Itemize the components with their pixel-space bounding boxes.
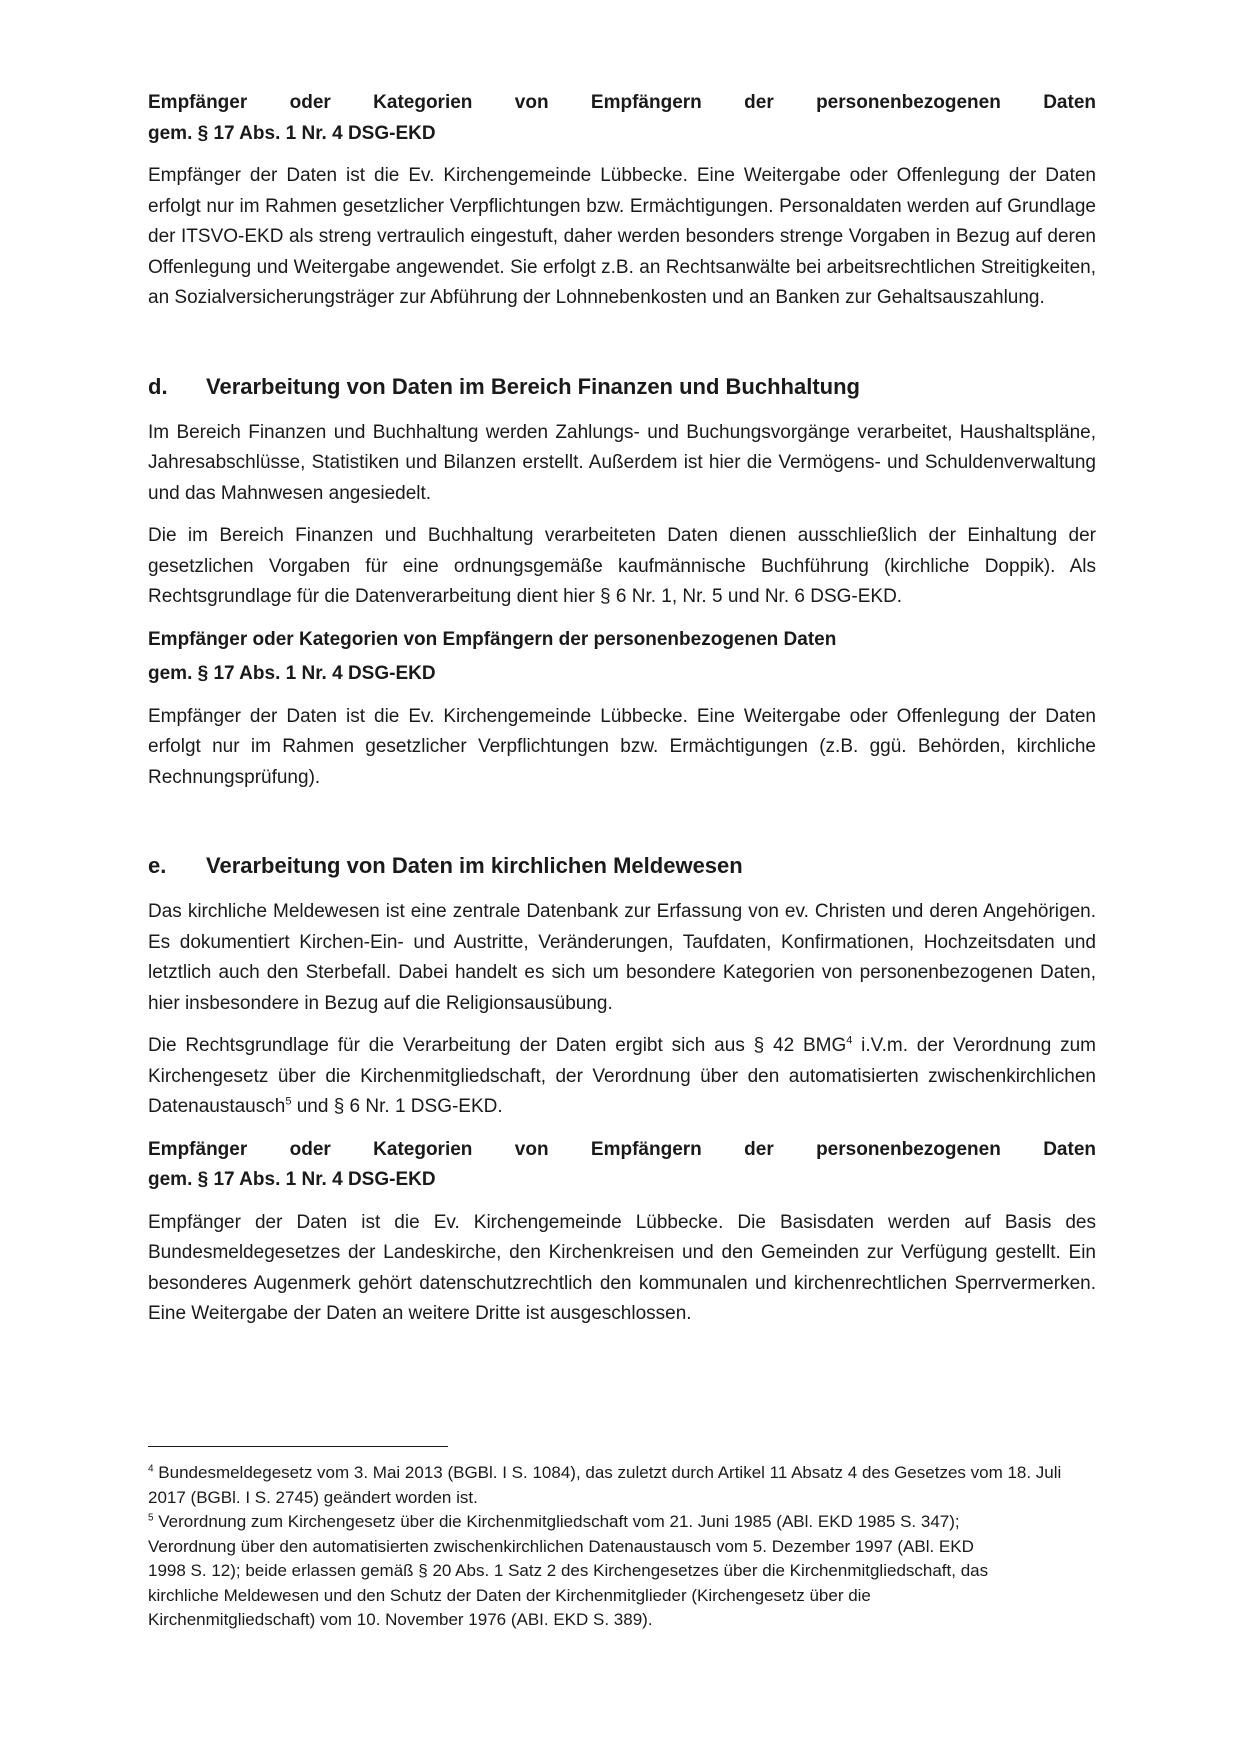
footnote-marker-4: 4	[148, 1463, 154, 1475]
paragraph-e-2-part3: und § 6 Nr. 1 DSG-EKD.	[291, 1096, 503, 1117]
recipients-body-e: Empfänger der Daten ist die Ev. Kirchengemeinde Lübbecke. Die Basisdaten werden auf Basis des Bundesmeldegesetzes der Landeskirche, den Kirchenkreisen und den Gemeinden zur Verfügung gestellt. Ein besonderes Augenmerk gehört datenschutzrechtlich den kommunalen und kirchenrechtlichen Sperrvermerken. Eine Weitergabe der Daten an weitere Dritte ist ausgeschlossen.	[148, 1211, 1096, 1324]
paragraph-e-2	[148, 1031, 1096, 1123]
recipients-heading-d: Empfänger oder Kategorien von Empfängern der personenbezogenen Daten	[148, 628, 837, 650]
section-heading-d	[148, 372, 1096, 402]
footnote-5-line3: 1998 S. 12); beide erlassen gemäß § 20 Abs. 1 Satz 2 des Kirchengesetzes über die Kirchenmitgliedschaft, das	[148, 1561, 989, 1580]
footnotes	[148, 1446, 1096, 1633]
recipients-heading-e: Empfänger oder Kategorien von Empfängern der personenbezogenen Daten	[148, 1138, 1096, 1160]
section-number-e: e.	[148, 853, 167, 878]
section-number-d: d.	[148, 373, 168, 399]
footnote-5-line2: Verordnung über den automatisierten zwischenkirchlichen Datenaustausch vom 5. Dezember 1997 (ABl. EKD	[148, 1536, 974, 1556]
paragraph-e-1: Das kirchliche Meldewesen ist eine zentrale Datenbank zur Erfassung von ev. Christen und deren Angehörigen. Es dokumentiert Kirchen-Ein- und Austritte, Veränderungen, Taufdaten, Konfirmationen, Hochzeitsdaten und letztlich auch den Sterbefall. Dabei handelt es sich um besondere Kategorien von personenbezogenen Daten, hier insbesondere in Bezug auf die Religionsausübung.	[148, 901, 1096, 1014]
footnote-4-text: Bundesmeldegesetz vom 3. Mai 2013 (BGBl. I S. 1084), das zuletzt durch Artikel 11 Absatz 4 des Gesetzes vom 18. Juli 2017 (BGBl. I S. 2745) geändert worden ist.	[148, 1463, 1062, 1507]
paragraph-d-1: Im Bereich Finanzen und Buchhaltung werden Zahlungs- und Buchungsvorgänge verarbeitet, Haushaltspläne, Jahresabschlüsse, Statistiken und Bilanzen erstellt. Außerdem ist hier die Vermögens- und Schuldenverwaltung und das Mahnwesen angesiedelt.	[148, 421, 1096, 504]
recipients-heading-e-line2: gem. § 17 Abs. 1 Nr. 4 DSG-EKD	[148, 1169, 436, 1190]
recipients-heading-c: Empfänger oder Kategorien von Empfängern der personenbezogenen Daten	[148, 92, 1096, 113]
page-content	[148, 88, 1096, 1330]
recipients-body-d: Empfänger der Daten ist die Ev. Kirchengemeinde Lübbecke. Eine Weitergabe oder Offenlegung der Daten erfolgt nur im Rahmen gesetzlicher Verpflichtungen bzw. Ermächtigungen (z.B. ggü. Behörden, kirchliche Rechnungsprüfung).	[148, 705, 1096, 788]
footnote-4	[148, 1461, 1096, 1510]
footnote-5-line1: Verordnung zum Kirchengesetz über die Kirchenmitgliedschaft vom 21. Juni 1985 (ABl. EKD 1985 S. 347);	[153, 1512, 960, 1531]
footnote-5-line4: kirchliche Meldewesen und den Schutz der Daten der Kirchenmitglieder (Kirchengesetz über die	[148, 1585, 871, 1605]
footnote-5	[148, 1510, 1096, 1633]
section-title-e: Verarbeitung von Daten im kirchlichen Meldewesen	[206, 853, 743, 878]
recipients-heading-c-line2: gem. § 17 Abs. 1 Nr. 4 DSG-EKD	[148, 122, 436, 144]
section-title-d: Verarbeitung von Daten im Bereich Finanzen und Buchhaltung	[206, 373, 860, 399]
paragraph-e-2-part2: i.V.m. der Verordnung zum Kirchengesetz über die Kirchenmitgliedschaft, der Verordnung über den automatisierten zwischenkirchlichen Datenaustausch	[148, 1035, 1097, 1117]
footnote-separator	[148, 1446, 448, 1447]
section-heading-e	[148, 851, 1096, 881]
footnote-marker-5: 5	[148, 1512, 154, 1524]
footnote-ref-4[interactable]: 4	[846, 1034, 853, 1047]
recipients-body-c: Empfänger der Daten ist die Ev. Kirchengemeinde Lübbecke. Eine Weitergabe oder Offenlegung der Daten erfolgt nur im Rahmen gesetzlicher Verpflichtungen bzw. Ermächtigungen. Personaldaten werden auf Grundlage der ITSVO-EKD als streng vertraulich eingestuft, daher werden besonders strenge Vorgaben in Bezug auf deren Offenlegung und Weitergabe angewendet. Sie erfolgt z.B. an Rechtsanwälte bei arbeitsrechtlichen Streitigkeiten, an Sozialversicherungsträger zur Abführung der Lohnnebenkosten und an Banken zur Gehaltsauszahlung.	[148, 165, 1096, 308]
recipients-heading-d-line2: gem. § 17 Abs. 1 Nr. 4 DSG-EKD	[148, 663, 436, 684]
footnote-5-line5: Kirchenmitgliedschaft) vom 10. November 1976 (ABI. EKD S. 389).	[148, 1610, 653, 1629]
paragraph-d-2: Die im Bereich Finanzen und Buchhaltung verarbeiteten Daten dienen ausschließlich der Einhaltung der gesetzlichen Vorgaben für eine ordnungsgemäße kaufmännische Buchführung (kirchliche Doppik). Als Rechtsgrundlage für die Datenverarbeitung dient hier § 6 Nr. 1, Nr. 5 und Nr. 6 DSG-EKD.	[148, 525, 1096, 607]
paragraph-e-2-part1: Die Rechtsgrundlage für die Verarbeitung der Daten ergibt sich aus § 42 BMG	[148, 1035, 847, 1056]
footnote-ref-5[interactable]: 5	[285, 1095, 292, 1108]
